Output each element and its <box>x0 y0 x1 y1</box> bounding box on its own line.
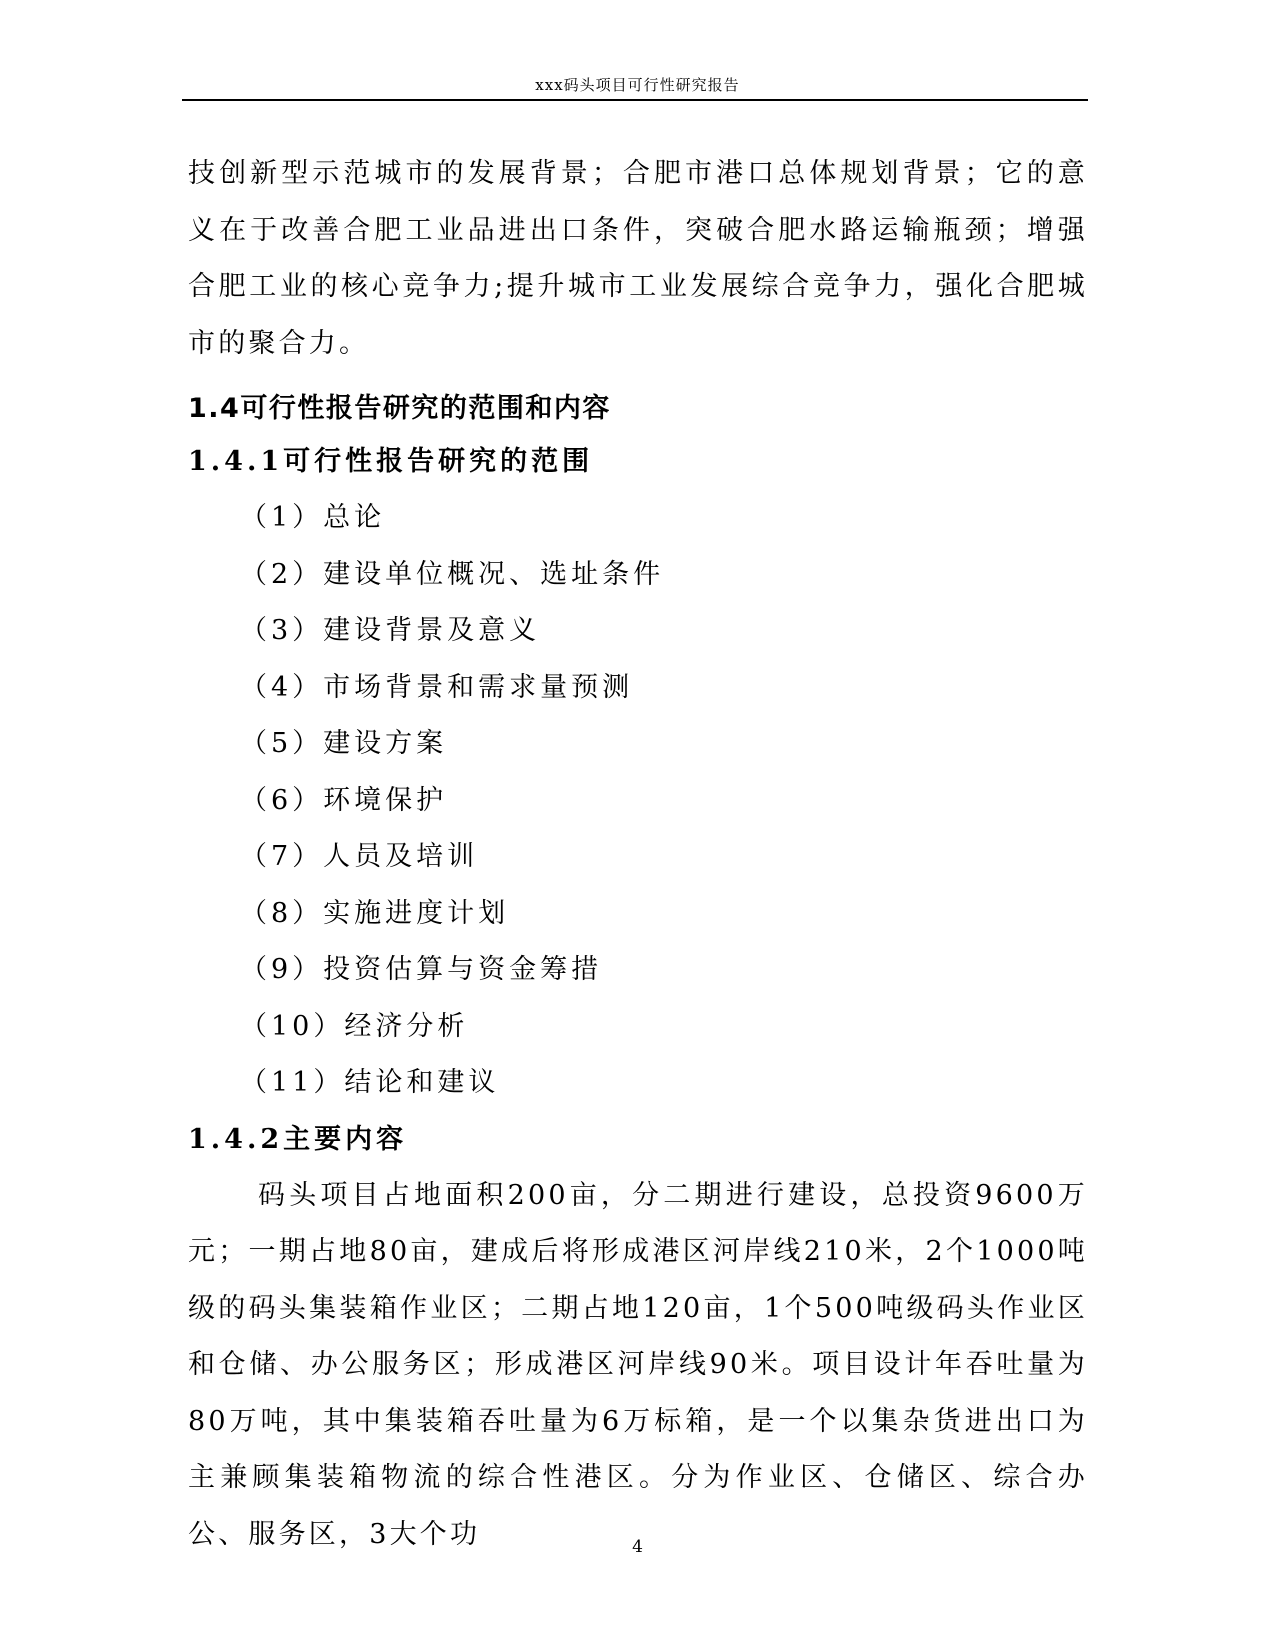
list-item: （5）建设方案 <box>240 728 448 759</box>
running-header: xxx码头项目可行性研究报告 <box>535 76 740 94</box>
list-item: （8）实施进度计划 <box>240 897 510 929</box>
scope-heading: 1.4.1可行性报告研究的范围 <box>188 446 594 477</box>
list-item: （7）人员及培训 <box>240 841 479 872</box>
page-number: 4 <box>632 1537 643 1557</box>
list-item: （3）建设背景及意义 <box>240 615 541 646</box>
section-heading: 1.4可行性报告研究的范围和内容 <box>188 393 611 424</box>
header-divider <box>182 99 1088 101</box>
intro-paragraph: 技创新型示范城市的发展背景；合肥市港口总体规划背景；它的意义在于改善合肥工业品进出口条件，突破合肥水路运输瓶颈；增强合肥工业的核心竞争力;提升城市工业发展综合竞争力，强化合肥城市的聚合力。 <box>188 158 1088 359</box>
list-item: （11）结论和建议 <box>240 1067 500 1098</box>
list-item: （9）投资估算与资金筹措 <box>240 954 603 985</box>
page-body <box>188 146 1088 1563</box>
content-paragraph: 码头项目占地面积200亩，分二期进行建设，总投资9600万元；一期占地80亩，建成后将形成港区河岸线210米，2个1000吨级的码头集装箱作业区；二期占地120亩，1个500吨级码头作业区和仓储、办公服务区；形成港区河岸线90米。项目设计年吞吐量为80万吨，其中集装箱吞吐量为6万标箱，是一个以集杂货进出口为主兼顾集装箱物流的综合性港区。分为作业区、仓储区、综合办公、服务区，3大个功 <box>188 1179 1088 1550</box>
list-item: （6）环境保护 <box>240 784 448 816</box>
content-heading: 1.4.2主要内容 <box>188 1123 408 1155</box>
list-item: （1）总论 <box>240 502 386 533</box>
list-item: （4）市场背景和需求量预测 <box>240 671 634 703</box>
list-item: （10）经济分析 <box>240 1010 469 1042</box>
scope-list <box>188 490 1088 1112</box>
list-item: （2）建设单位概况、选址条件 <box>240 558 665 590</box>
